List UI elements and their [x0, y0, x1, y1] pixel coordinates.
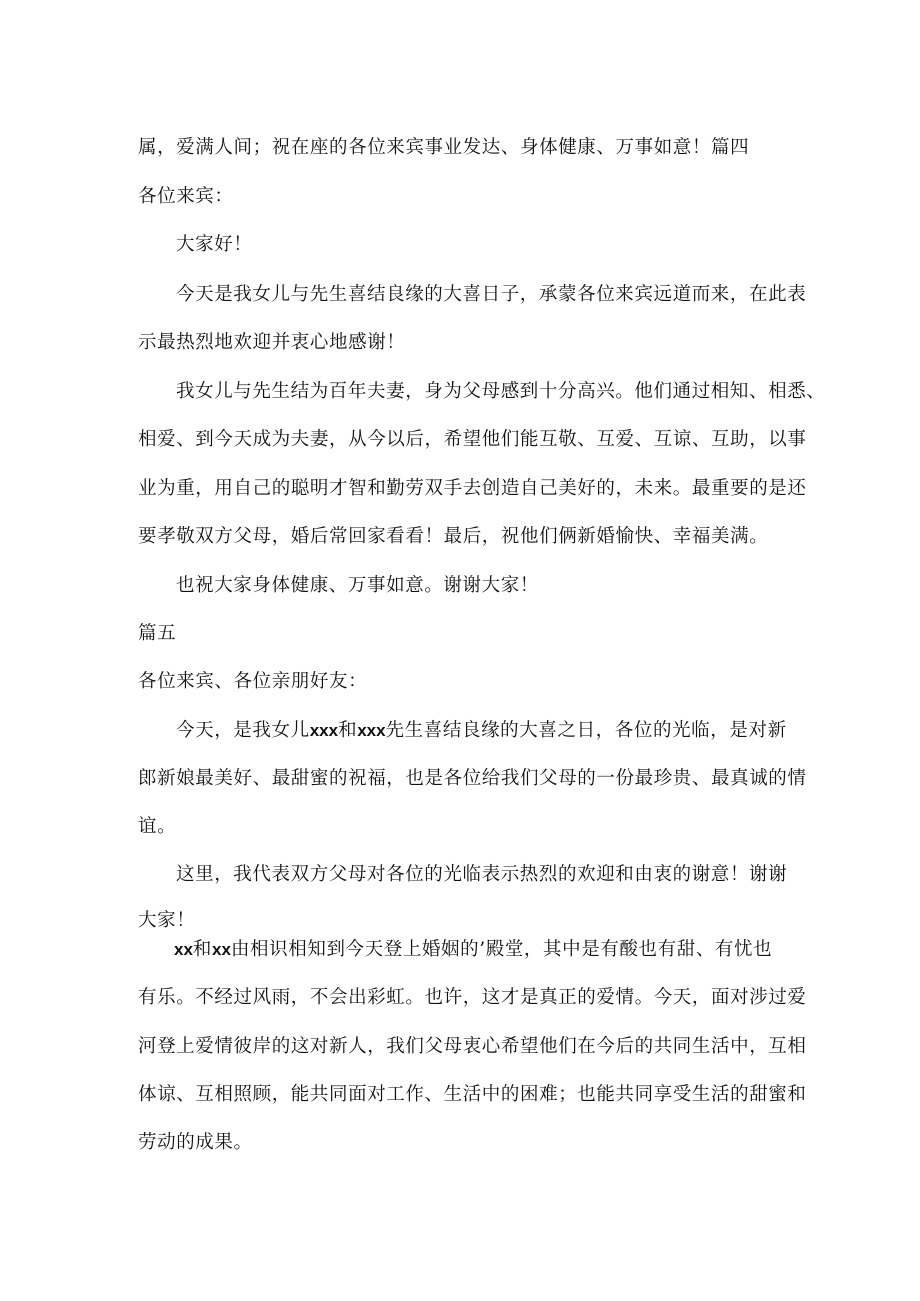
text-line: 相爱、到今天成为夫妻，从今以后，希望他们能互敬、互爱、互谅、互助，以事	[138, 429, 807, 450]
text-line: 体谅、互相照顾，能共同面对工作、生活中的困难；也能共同享受生活的甜蜜和	[138, 1084, 807, 1105]
text-line: 示最热烈地欢迎并衷心地感谢！	[138, 332, 406, 353]
text-line: 属，爱满人间；祝在座的各位来宾事业发达、身体健康、万事如意！篇四	[138, 137, 750, 158]
name-placeholder: xxx	[357, 721, 386, 740]
text-line	[174, 938, 772, 962]
text-line	[176, 719, 787, 743]
text-line: 郎新娘最美好、最甜蜜的祝福，也是各位给我们父母的一份最珍贵、最真诚的情	[138, 768, 807, 789]
name-placeholder: xx	[212, 940, 231, 959]
section-heading: 篇五	[138, 623, 177, 644]
text-segment: 今天，是我女儿	[176, 720, 310, 741]
text-segment: 由相识相知到今天登上婚姻的’殿堂，其中是有酸也有甜、有忧也	[230, 939, 773, 960]
text-line: 各位来宾：	[138, 186, 234, 207]
text-line: 业为重，用自己的聪明才智和勤劳双手去创造自己美好的，未来。最重要的是还	[138, 478, 807, 499]
text-segment: 和	[192, 939, 213, 960]
text-segment: 和	[338, 720, 358, 741]
text-line: 谊。	[138, 816, 177, 837]
text-line: 劳动的成果。	[138, 1132, 253, 1153]
text-line: 今天是我女儿与先生喜结良缘的大喜日子，承蒙各位来宾远道而来，在此表	[176, 284, 807, 305]
text-line: 大家！	[138, 910, 196, 931]
text-line: 河登上爱情彼岸的这对新人，我们父母衷心希望他们在今后的共同生活中，互相	[138, 1036, 807, 1057]
name-placeholder: xxx	[309, 721, 339, 740]
text-line: 我女儿与先生结为百年夫妻，身为父母感到十分高兴。他们通过相知、相悉、	[176, 381, 826, 402]
text-line: 这里，我代表双方父母对各位的光临表示热烈的欢迎和由衷的谢意！谢谢	[176, 864, 788, 885]
text-line: 也祝大家身体健康、万事如意。谢谢大家！	[176, 575, 539, 596]
name-placeholder: xx	[174, 940, 193, 959]
text-segment: 先生喜结良缘的大喜之日，各位的光临，是对新	[385, 720, 787, 741]
text-line: 各位来宾、各位亲朋好友：	[138, 671, 368, 692]
text-line: 大家好！	[176, 234, 253, 255]
text-line: 要孝敬双方父母，婚后常回家看看！最后，祝他们俩新婚愉快、幸福美满。	[138, 526, 769, 547]
text-line: 有乐。不经过风雨，不会出彩虹。也许，这才是真正的爱情。今天，面对涉过爱	[138, 987, 807, 1008]
